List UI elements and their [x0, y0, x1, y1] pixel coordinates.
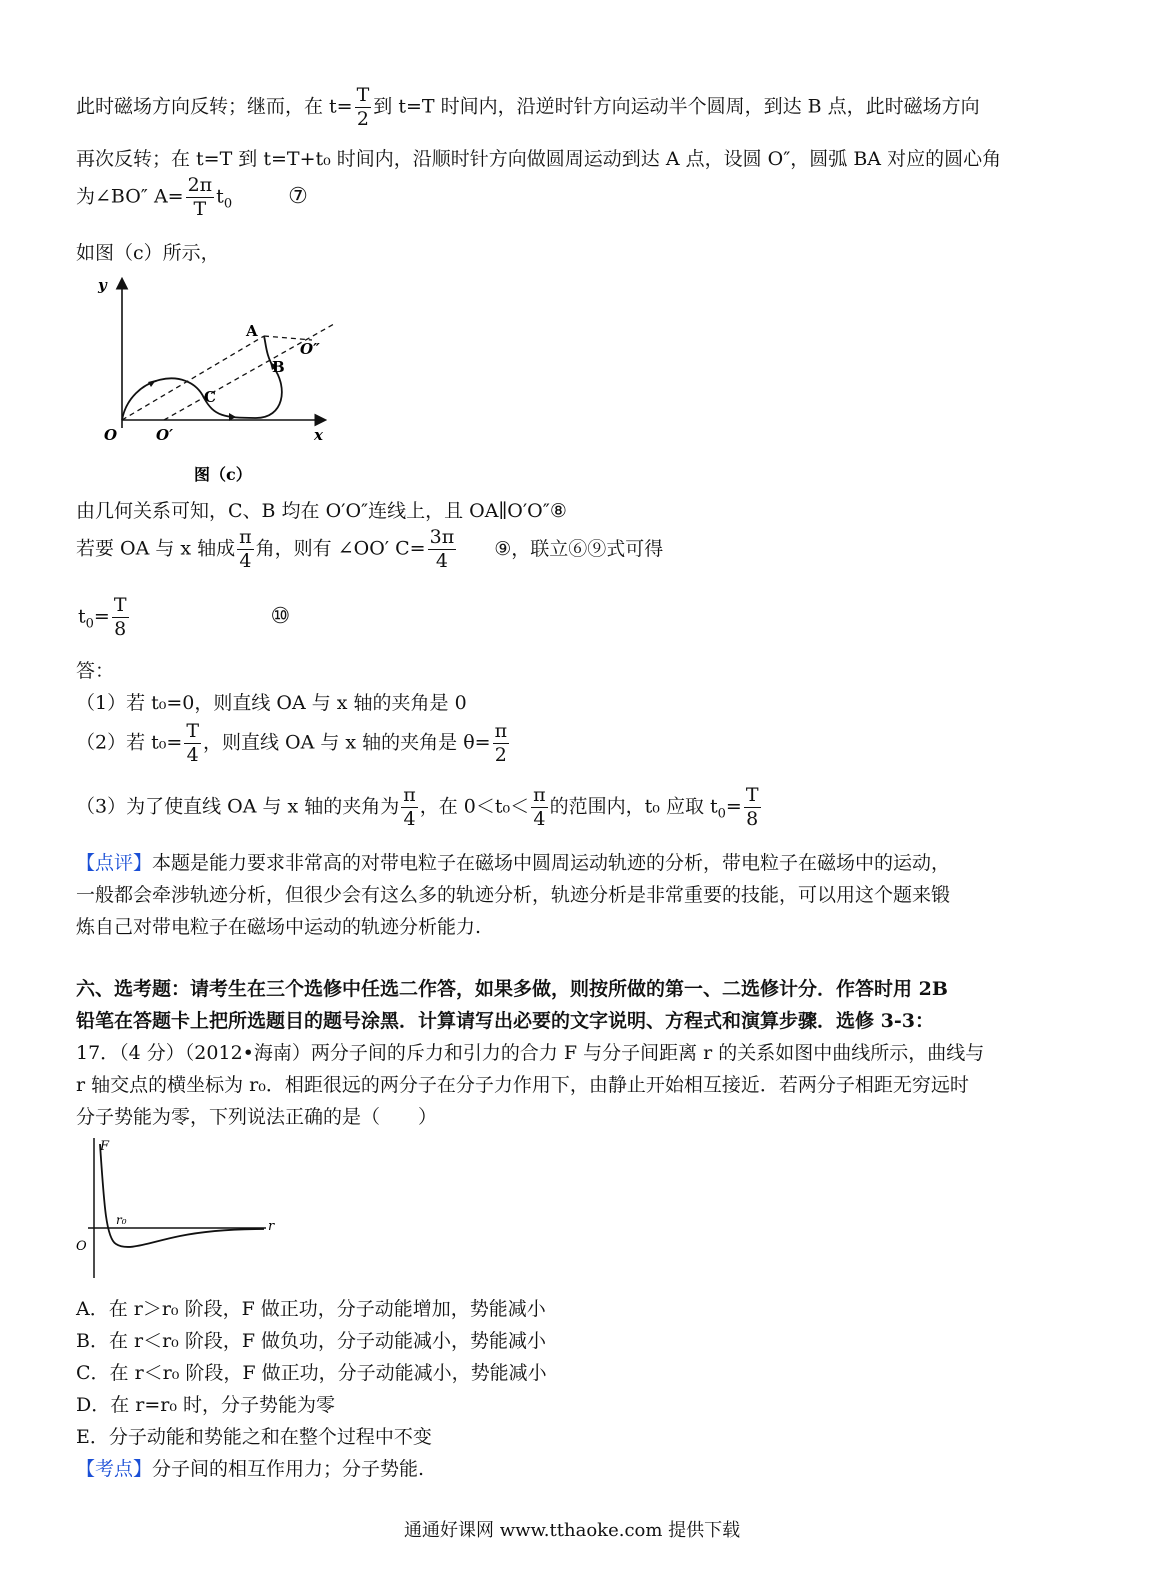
fraction-3pi-over-4: $\frac{3\pi}{4}$ [429, 526, 455, 572]
fraction-pi-over-4-b: $\frac{\pi}{4}$ [533, 784, 546, 830]
paragraph-line-2: 再次反转；在 t=T 到 t=T+t₀ 时间内，沿顺时针方向做圆周运动到达 A 点，设圆 O″，圆弧 BA 对应的圆心角 [76, 148, 1002, 170]
force-curve [100, 1144, 264, 1247]
line-oa [122, 336, 264, 420]
review-line-1: 【点评】本题是能力要求非常高的对带电粒子在磁场中圆周运动轨迹的分析，带电粒子在磁场中的运动， [76, 852, 951, 874]
particle-trajectory [122, 336, 282, 420]
equation-number-7: ⑦ [288, 183, 308, 209]
section-heading-line-1: 六、选考题：请考生在三个选修中任选二作答，如果多做，则按所做的第一、二选修计分．作答时用 2B [76, 978, 948, 1000]
fraction-pi-over-4: $\frac{\pi}{4}$ [239, 526, 252, 572]
review-label: 【点评】 [76, 852, 153, 874]
equation-number-10: ⑩ [270, 603, 291, 629]
answer-1: （1）若 t₀=0，则直线 OA 与 x 轴的夹角是 0 [76, 692, 467, 714]
section-heading-line-2: 铅笔在答题卡上把所选题目的题号涂黑．计算请写出必要的文字说明、方程式和演算步骤．选修 3-3： [76, 1010, 934, 1032]
figure-force-distance [70, 1134, 280, 1284]
option-d: D．在 r=r₀ 时，分子势能为零 [76, 1394, 336, 1416]
figure-c-trajectory [86, 268, 346, 488]
paragraph-line-7: $t_0=$ $\frac{T}{8}$ ⑩ [78, 594, 291, 640]
option-e: E．分子动能和势能之和在整个过程中不变 [76, 1426, 432, 1448]
answer-2: （2）若 t₀= $\frac{T}{4}$ ，则直线 OA 与 x 轴的夹角是 θ= $\frac{\pi}{2}$ [76, 720, 508, 766]
fraction-t-over-2: $\frac{T}{2}$ [356, 84, 370, 130]
review-line-3: 炼自己对带电粒子在磁场中运动的轨迹分析能力. [76, 916, 482, 938]
svg-text:O: O [104, 426, 118, 444]
svg-text:r₀: r₀ [116, 1213, 127, 1227]
paragraph-line-6: 若要 OA 与 x 轴成 $\frac{\pi}{4}$ 角，则有 ∠OO′ C= $\frac{3\pi}{4}$ ⑨，联立⑥⑨式可得 [76, 526, 664, 572]
answer-3: （3）为了使直线 OA 与 x 轴的夹角为 $\frac{\pi}{4}$ ，在 0＜t₀＜ $\frac{\pi}{4}$ 的范围内，t₀ 应取 $t_0=$ $\frac{T}{8}$ [76, 784, 759, 830]
svg-text:x: x [314, 426, 323, 444]
svg-text:O: O [76, 1239, 87, 1254]
fraction-2pi-over-t: $\frac{2\pi}{T}$ [187, 174, 213, 220]
paragraph-line-4: 如图（c）所示， [76, 242, 220, 264]
page-footer: 通通好课网 www.tthaoke.com 提供下载 [404, 1520, 741, 1541]
answer-label: 答： [76, 660, 115, 682]
trajectory-arrow-1 [148, 380, 156, 387]
svg-text:A: A [246, 322, 258, 340]
option-c: C．在 r＜r₀ 阶段，F 做正功，分子动能减小，势能减小 [76, 1362, 547, 1384]
svg-text:F: F [100, 1139, 110, 1154]
question-17-line-3: 分子势能为零，下列说法正确的是（ ） [76, 1106, 438, 1128]
question-17-line-1: 17．（4 分）（2012•海南）两分子间的斥力和引力的合力 F 与分子间距离 r 的关系如图中曲线所示，曲线与 [76, 1042, 985, 1064]
review-line-2: 一般都会牵涉轨迹分析，但很少会有这么多的轨迹分析，轨迹分析是非常重要的技能，可以用这个题来锻 [76, 884, 951, 906]
fraction-t-over-8-b: $\frac{T}{8}$ [745, 784, 759, 830]
option-b: B．在 r＜r₀ 阶段，F 做负功，分子动能减小，势能减小 [76, 1330, 547, 1352]
fraction-pi-over-2: $\frac{\pi}{2}$ [494, 720, 508, 766]
svg-text:O″: O″ [300, 340, 320, 358]
kaodian-line: 【考点】分子间的相互作用力；分子势能. [76, 1458, 425, 1480]
svg-text:O′: O′ [156, 426, 174, 444]
option-a: A．在 r＞r₀ 阶段，F 做正功，分子动能增加，势能减小 [76, 1298, 546, 1320]
fraction-pi-over-4-a: $\frac{\pi}{4}$ [403, 784, 416, 830]
svg-text:C: C [204, 388, 216, 406]
fraction-t-over-8: $\frac{T}{8}$ [113, 594, 127, 640]
paragraph-line-3: 为∠BO″ A= $\frac{2\pi}{T}$ $t_0$ ⑦ [76, 174, 308, 220]
svg-text:B: B [272, 358, 285, 376]
question-17-line-2: r 轴交点的横坐标为 r₀．相距很远的两分子在分子力作用下，由静止开始相互接近．若两分子相距无穷远时 [76, 1074, 969, 1096]
svg-text:r: r [268, 1219, 275, 1234]
paragraph-line-5: 由几何关系可知，C、B 均在 O′O″连线上，且 OA∥O′O″⑧ [76, 500, 567, 522]
svg-text:y: y [98, 276, 107, 294]
svg-text:图（c）: 图（c） [194, 465, 252, 484]
paragraph-line-1: 此时磁场方向反转；继而，在 t= $\frac{T}{2}$ 到 t=T 时间内，沿逆时针方向运动半个圆周，到达 B 点，此时磁场方向 [76, 84, 980, 130]
kaodian-label: 【考点】 [76, 1458, 153, 1480]
fraction-t-over-4: $\frac{T}{4}$ [186, 720, 199, 766]
